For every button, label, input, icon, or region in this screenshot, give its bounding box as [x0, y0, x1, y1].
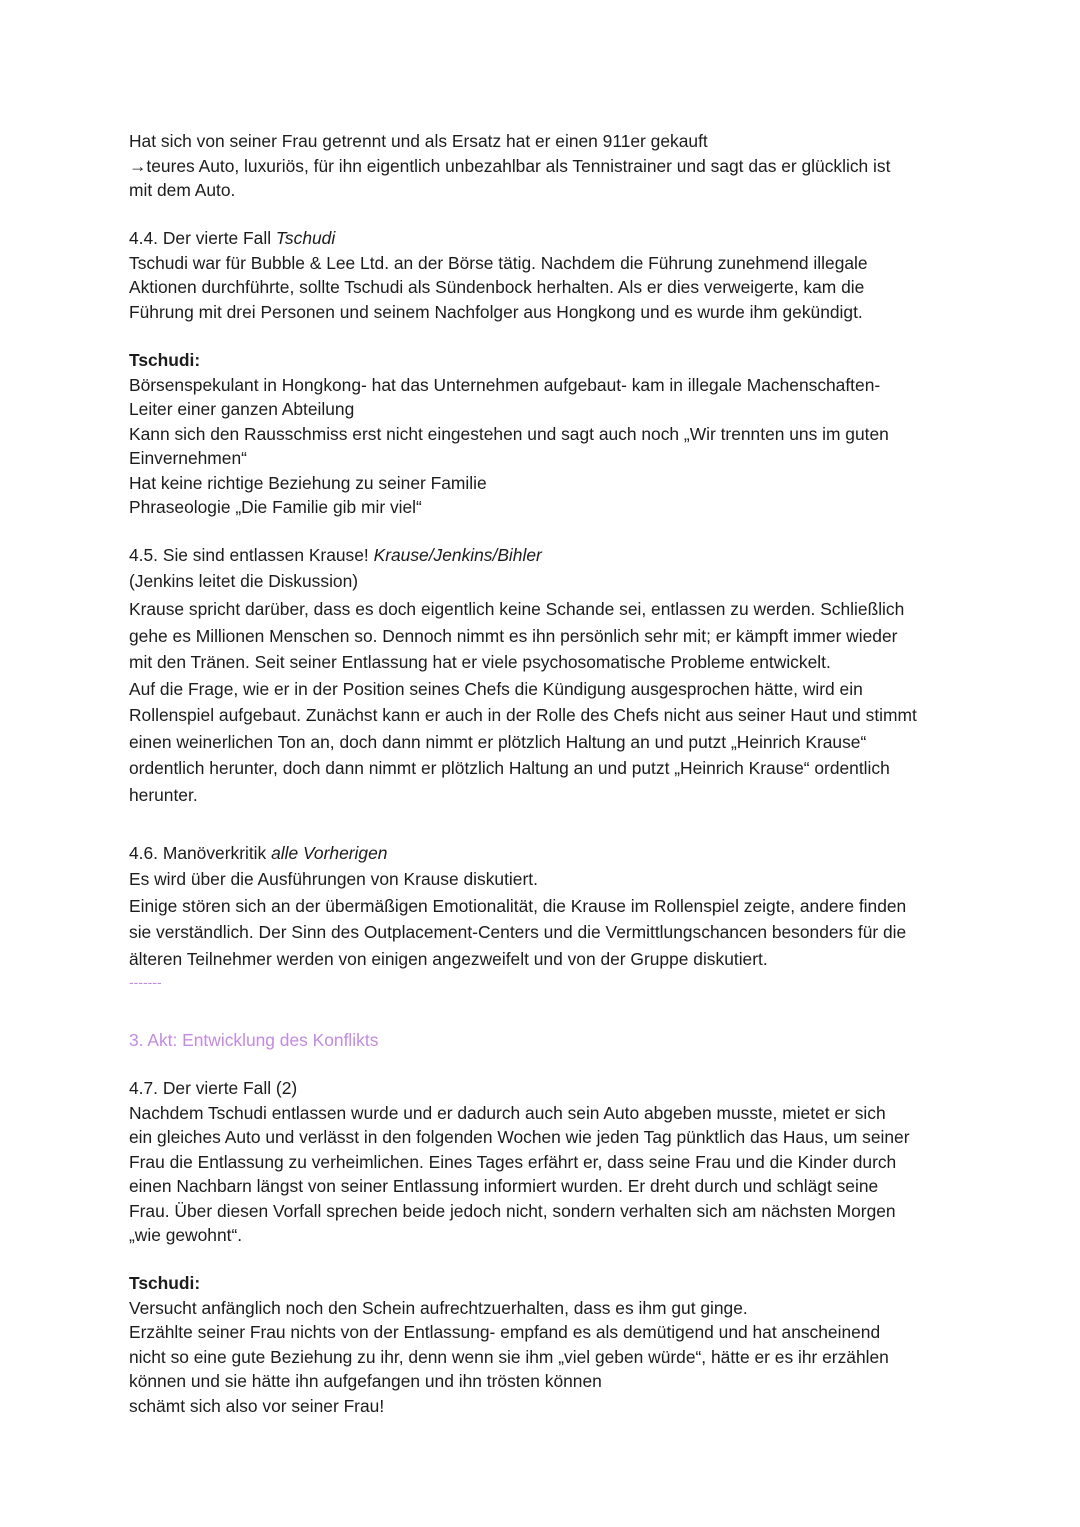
text-line: können und sie hätte ihn aufgefangen und ihn trösten können: [129, 1371, 602, 1391]
text-line: Führung mit drei Personen und seinem Nachfolger aus Hongkong und es wurde ihm gekündigt.: [129, 301, 863, 322]
notes-label: Tschudi:: [129, 350, 201, 370]
text-line: herunter.: [129, 784, 198, 805]
text-line: schämt sich also vor seiner Frau!: [129, 1395, 385, 1416]
text-line: (Jenkins leitet die Diskussion): [129, 570, 359, 591]
text-line: Tschudi war für Bubble & Lee Ltd. an der Börse tätig. Nachdem die Führung zunehmend illegale: [129, 252, 868, 273]
section-4-5: [129, 543, 959, 808]
section-4-4: [129, 226, 959, 324]
text-line: →teures Auto, luxuriös, für ihn eigentlich unbezahlbar als Tennistrainer und sagt das er glücklich ist: [129, 155, 891, 176]
text-line: mit den Tränen. Seit seiner Entlassung hat er viele psychosomatische Probleme entwickelt.: [129, 652, 831, 672]
text-line: Frau. Über diesen Vorfall sprechen beide jedoch nicht, sondern verhalten sich am nächsten Morgen: [129, 1200, 896, 1221]
section-4-6: [129, 840, 959, 992]
section-heading: 4.4. Der vierte Fall Tschudi: [129, 228, 336, 248]
text-line: Leiter einer ganzen Abteilung: [129, 399, 355, 419]
text-line: Es wird über die Ausführungen von Krause diskutiert.: [129, 869, 538, 889]
section-heading: 4.6. Manöverkritik alle Vorherigen: [129, 843, 388, 863]
notes-label: Tschudi:: [129, 1273, 201, 1293]
act-3-heading-block: [129, 1028, 959, 1053]
text-line: Aktionen durchführte, sollte Tschudi als Sündenbock herhalten. Als er dies verweigerte, kam die: [129, 277, 865, 297]
text-line: älteren Teilnehmer werden von einigen angezweifelt und von der Gruppe diskutiert.: [129, 948, 768, 969]
text-line: sie verständlich. Der Sinn des Outplacement-Centers und die Vermittlungschancen besonders für die: [129, 922, 907, 942]
text-line: einen Nachbarn längst von seiner Entlassung informiert wurden. Er dreht durch und schlägt seine: [129, 1176, 879, 1196]
section-heading: 4.7. Der vierte Fall (2): [129, 1078, 298, 1098]
text-line: Erzählte seiner Frau nichts von der Entlassung- empfand es als demütigend und hat anscheinend: [129, 1322, 881, 1342]
text-line: Einige stören sich an der übermäßigen Emotionalität, die Krause im Rollenspiel zeigte, andere finden: [129, 895, 907, 916]
text-line: gehe es Millionen Menschen so. Dennoch nimmt es ihn persönlich sehr mit; er kämpft immer wieder: [129, 625, 898, 646]
text-line: Frau die Entlassung zu verheimlichen. Eines Tages erfährt er, dass seine Frau und die Kinder durch: [129, 1151, 897, 1172]
text-line: Krause spricht darüber, dass es doch eigentlich keine Schande sei, entlassen zu werden. Schließlich: [129, 599, 905, 619]
act-heading: 3. Akt: Entwicklung des Konflikts: [129, 1030, 379, 1050]
text-line: Versucht anfänglich noch den Schein aufrechtzuerhalten, dass es ihm gut ginge.: [129, 1297, 748, 1318]
text-line: Kann sich den Rausschmiss erst nicht eingestehen und sagt auch noch „Wir trennten uns im guten: [129, 423, 889, 444]
text-line: Hat keine richtige Beziehung zu seiner Familie: [129, 472, 487, 493]
text-line: ordentlich herunter, doch dann nimmt er plötzlich Haltung an und putzt „Heinrich Krause“ ordentlich: [129, 758, 890, 778]
text-line: mit dem Auto.: [129, 180, 236, 200]
text-line: einen weinerlichen Ton an, doch dann nimmt er plötzlich Haltung an und putzt „Heinrich Krause“: [129, 731, 867, 752]
section-heading: 4.5. Sie sind entlassen Krause! Krause/Jenkins/Bihler: [129, 545, 542, 565]
text-line: Einvernehmen“: [129, 448, 247, 468]
intro-paragraph: [129, 129, 959, 203]
tschudi-notes-1: [129, 348, 959, 520]
text-line: ein gleiches Auto und verlässt in den folgenden Wochen wie jeden Tag pünktlich das Haus, um seiner: [129, 1127, 910, 1147]
text-line: nicht so eine gute Beziehung zu ihr, denn wenn sie ihm „viel geben würde“, hätte er es ihr erzählen: [129, 1346, 889, 1367]
text-line: Hat sich von seiner Frau getrennt und als Ersatz hat er einen 911er gekauft: [129, 131, 708, 151]
text-line: Börsenspekulant in Hongkong- hat das Unternehmen aufgebaut- kam in illegale Machenschaften-: [129, 374, 881, 395]
text-line: Nachdem Tschudi entlassen wurde und er dadurch auch sein Auto abgeben musste, mietet er sich: [129, 1102, 886, 1123]
text-line: „wie gewohnt“.: [129, 1225, 243, 1245]
text-line: Auf die Frage, wie er in der Position seines Chefs die Kündigung ausgesprochen hätte, wird ein: [129, 678, 863, 699]
dashed-divider: -------: [129, 974, 162, 990]
text-line: Rollenspiel aufgebaut. Zunächst kann er auch in der Rolle des Chefs nicht aus seiner Haut und stimmt: [129, 705, 917, 725]
tschudi-notes-2: [129, 1271, 959, 1418]
text-line: Phraseologie „Die Familie gib mir viel“: [129, 497, 422, 517]
section-4-7: [129, 1076, 959, 1248]
